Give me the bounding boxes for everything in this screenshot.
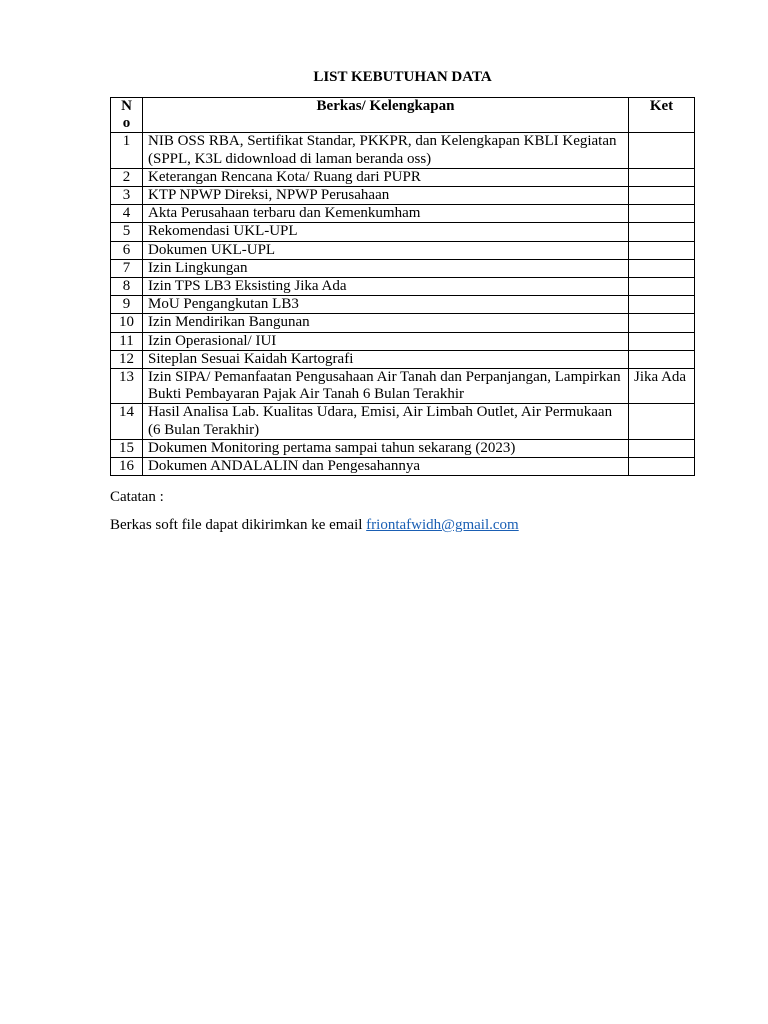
row-document: Izin Operasional/ IUI <box>143 332 629 350</box>
table-row <box>111 168 695 186</box>
row-number: 8 <box>111 278 143 296</box>
row-number: 1 <box>111 133 143 168</box>
notes-text <box>110 516 519 534</box>
row-number: 13 <box>111 369 143 404</box>
row-note <box>629 278 695 296</box>
row-note <box>629 223 695 241</box>
notes-section <box>110 488 164 506</box>
row-note <box>629 133 695 168</box>
row-document: NIB OSS RBA, Sertifikat Standar, PKKPR, dan Kelengkapan KBLI Kegiatan (SPPL, K3L didownload di laman beranda oss) <box>143 133 629 168</box>
row-note <box>629 439 695 457</box>
row-note <box>629 332 695 350</box>
row-number: 3 <box>111 187 143 205</box>
row-document: Hasil Analisa Lab. Kualitas Udara, Emisi, Air Limbah Outlet, Air Permukaan (6 Bulan Terakhir) <box>143 404 629 439</box>
notes-body: Berkas soft file dapat dikirimkan ke email <box>110 517 367 533</box>
row-note: Jika Ada <box>629 369 695 404</box>
row-number: 15 <box>111 439 143 457</box>
row-document: Dokumen Monitoring pertama sampai tahun sekarang (2023) <box>143 439 629 457</box>
row-document: Dokumen ANDALALIN dan Pengesahannya <box>143 458 629 476</box>
row-note <box>629 259 695 277</box>
row-document: Izin Mendirikan Bangunan <box>143 314 629 332</box>
row-document: Rekomendasi UKL-UPL <box>143 223 629 241</box>
table-row <box>111 187 695 205</box>
row-note <box>629 241 695 259</box>
row-note <box>629 314 695 332</box>
table-row <box>111 332 695 350</box>
row-document: Keterangan Rencana Kota/ Ruang dari PUPR <box>143 168 629 186</box>
row-document: Akta Perusahaan terbaru dan Kemenkumham <box>143 205 629 223</box>
table-row <box>111 133 695 168</box>
row-document: Izin SIPA/ Pemanfaatan Pengusahaan Air Tanah dan Perpanjangan, Lampirkan Bukti Pembayaran Pajak Air Tanah 6 Bulan Terakhir <box>143 369 629 404</box>
document-title: LIST KEBUTUHAN DATA <box>313 69 492 85</box>
email-link[interactable]: friontafwidh@gmail.com <box>366 517 519 533</box>
header-ket: Ket <box>629 98 695 133</box>
table-row <box>111 314 695 332</box>
row-number: 5 <box>111 223 143 241</box>
table-row <box>111 296 695 314</box>
row-number: 12 <box>111 350 143 368</box>
row-number: 7 <box>111 259 143 277</box>
row-note <box>629 296 695 314</box>
header-file: Berkas/ Kelengkapan <box>143 98 629 133</box>
table-row <box>111 404 695 439</box>
table-row <box>111 439 695 457</box>
table-row <box>111 350 695 368</box>
table-row <box>111 259 695 277</box>
row-number: 9 <box>111 296 143 314</box>
table-row <box>111 223 695 241</box>
row-number: 4 <box>111 205 143 223</box>
row-note <box>629 350 695 368</box>
header-no: N o <box>111 98 143 133</box>
table-row <box>111 369 695 404</box>
row-number: 14 <box>111 404 143 439</box>
row-document: Dokumen UKL-UPL <box>143 241 629 259</box>
row-document: KTP NPWP Direksi, NPWP Perusahaan <box>143 187 629 205</box>
row-document: Izin Lingkungan <box>143 259 629 277</box>
table-body <box>111 133 695 476</box>
row-note <box>629 187 695 205</box>
row-note <box>629 404 695 439</box>
row-number: 2 <box>111 168 143 186</box>
table-header-row <box>111 98 695 133</box>
table-row <box>111 458 695 476</box>
row-number: 6 <box>111 241 143 259</box>
requirements-table <box>110 97 695 476</box>
row-document: Izin TPS LB3 Eksisting Jika Ada <box>143 278 629 296</box>
row-number: 16 <box>111 458 143 476</box>
table-row <box>111 278 695 296</box>
row-number: 11 <box>111 332 143 350</box>
row-document: Siteplan Sesuai Kaidah Kartografi <box>143 350 629 368</box>
row-note <box>629 205 695 223</box>
notes-label: Catatan : <box>110 489 164 505</box>
row-note <box>629 168 695 186</box>
row-note <box>629 458 695 476</box>
row-document: MoU Pengangkutan LB3 <box>143 296 629 314</box>
row-number: 10 <box>111 314 143 332</box>
table-row <box>111 241 695 259</box>
table-row <box>111 205 695 223</box>
